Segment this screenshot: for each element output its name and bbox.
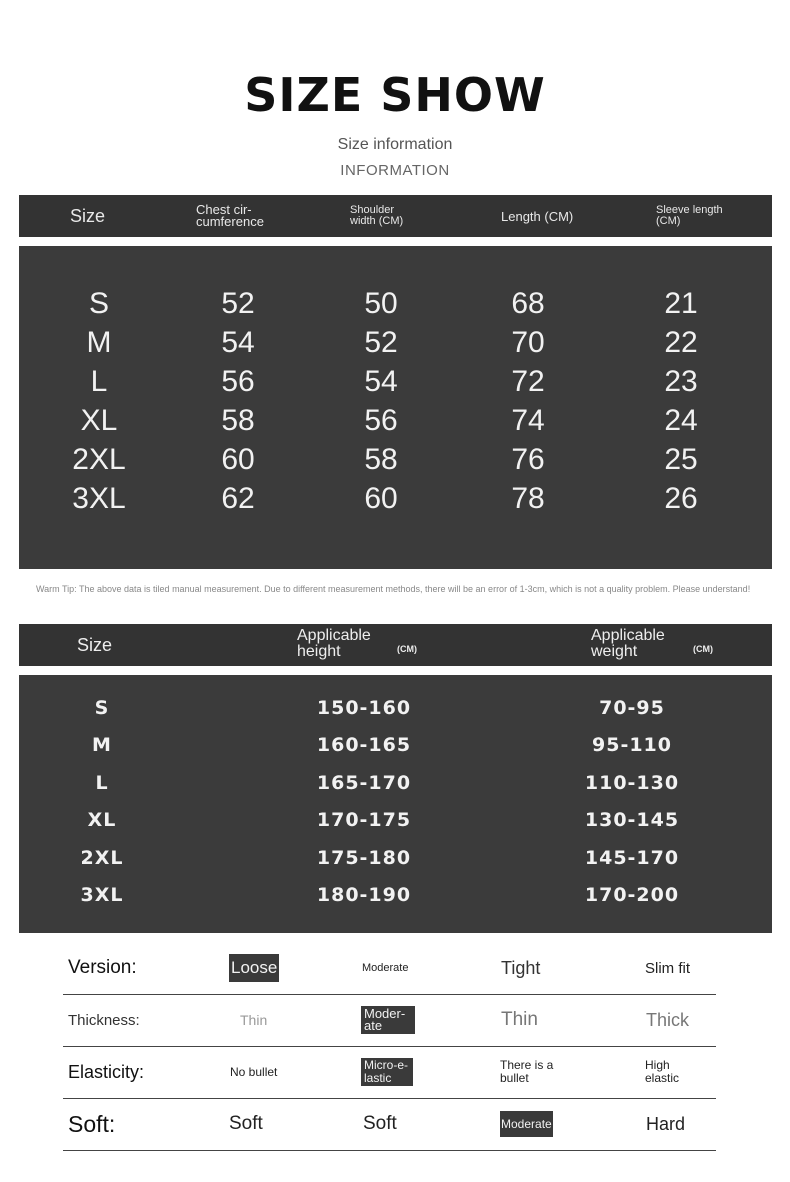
col-weight-header-line2: weight [591,643,638,660]
soft-option-soft-alt: Soft [363,1113,397,1134]
col-shoulder-header: Shoulder width (CM) [350,204,404,227]
table-row: S 52 50 68 21 [88,287,698,320]
col-size-header: Size [70,206,106,226]
height-unit: (CM) [397,644,417,654]
attribute-label: Version: [68,957,137,978]
fit-table-header [19,624,772,666]
attribute-row-thickness [63,994,716,1047]
table-row: XL 58 56 74 24 [80,404,698,437]
elasticity-option-high-elastic: High elastic [645,1058,680,1085]
soft-option-moderate: Moderate [500,1098,553,1150]
version-option-tight: Tight [501,957,541,978]
col-length-header: Length (CM) [501,208,574,224]
page-subtitle-secondary: INFORMATION [340,162,450,179]
table-row: 3XL 180-190 170-200 [80,884,680,906]
weight-unit: (CM) [693,644,713,654]
version-option-moderate: Moderate [362,962,409,974]
col-height-header: Applicable [297,627,371,644]
table-row: M 54 52 70 22 [86,326,698,359]
fit-table-body [19,675,772,933]
thickness-option-thick: Thick [646,1009,690,1030]
attribute-label: Soft: [68,1110,116,1137]
table-row: S 150-160 70-95 [94,697,665,719]
col-height-header-line2: height [297,643,341,660]
attribute-row-version [63,942,716,995]
thickness-option-thin: Thin [240,1012,268,1028]
attribute-label: Thickness: [68,1011,140,1029]
col-chest-header: Chest cir- cumference [196,202,264,229]
measurement-table-header [19,195,772,237]
attribute-label: Elasticity: [68,1061,145,1082]
soft-option-soft: Soft [229,1113,263,1134]
measurement-table-body [19,246,772,569]
col-size-header: Size [77,635,113,655]
thickness-option-thin-alt: Thin [501,1009,538,1030]
table-row: 3XL 62 60 78 26 [72,482,698,515]
version-option-loose: Loose [229,942,279,994]
elasticity-option-there-is-a-bullet: There is a bullet [500,1058,554,1085]
attribute-row-elasticity [63,1046,716,1099]
version-option-slim-fit: Slim fit [645,959,690,977]
elasticity-option-micro-elastic: Micro-e-lastic [361,1046,413,1098]
thickness-option-moderate: Moder-ate [361,994,415,1046]
table-row: L 165-170 110-130 [95,772,680,794]
table-row: 2XL 60 58 76 25 [72,443,698,476]
table-row: 2XL 175-180 145-170 [80,847,680,869]
table-row: M 160-165 95-110 [92,734,672,756]
col-sleeve-header: Sleeve length (CM) [656,204,723,227]
page-subtitle: Size information [337,136,453,153]
soft-option-hard: Hard [646,1113,686,1134]
table-row: XL 170-175 130-145 [87,809,680,831]
page-title: SIZE SHOW [244,68,546,122]
table-row: L 56 54 72 23 [90,365,698,398]
elasticity-option-no-bullet: No bullet [230,1065,278,1079]
measurement-tip: Warm Tip: The above data is tiled manual measurement. Due to different measurement methods, there will be an error of 1-3cm, which is not a quality problem. Please understand! [36,584,751,594]
col-weight-header: Applicable [591,627,665,644]
attribute-row-soft [63,1098,716,1151]
